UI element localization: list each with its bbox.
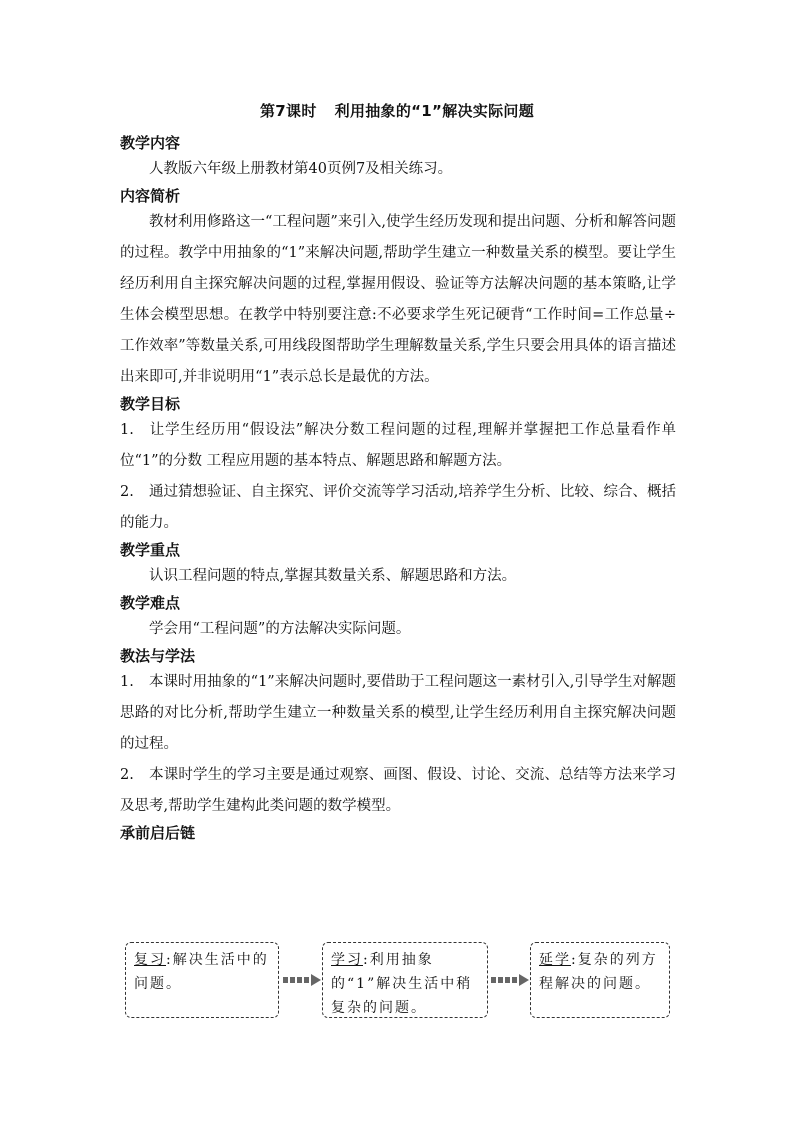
arrow-right-icon: [491, 974, 529, 986]
chain-box-extend: [530, 942, 670, 1018]
difficulty-text: 学会用“工程问题”的方法解决实际问题。: [149, 621, 411, 637]
method-number: 1.: [120, 674, 134, 690]
analysis-text: 教材利用修路这一“工程问题”来引入,使学生经历发现和提出问题、分析和解答问题的过程。教学中用抽象的“1”来解决问题,帮助学生建立一种数量关系的模型。要让学生经历利用自主探究解决问题的过程,掌握用假设、验证等方法解决问题的基本策略,让学生体会模型思想。在教学中特别要注意:不必要求学生死记硬背“工作时间=工作总量÷工作效率”等数量关系,可用线段图帮助学生理解数量关系,学生只要会用具体的语言描述出来即可,并非说明用“1”表示总长是最优的方法。: [120, 214, 676, 385]
content-text: 人教版六年级上册教材第40页例7及相关练习。: [149, 161, 453, 177]
section-heading-content: 教学内容: [120, 134, 181, 152]
method-item: [120, 667, 676, 760]
method-text: 本课时用抽象的“1”来解决问题时,要借助于工程问题这一素材引入,引导学生对解题思路的对比分析,帮助学生建立一种数量关系的模型,让学生经历利用自主探究解决问题的过程。: [120, 674, 676, 752]
lesson-topic: 利用抽象的“1”解决实际问题: [334, 102, 534, 120]
section-heading-methods: 教法与学法: [120, 647, 196, 665]
section-heading-goals: 教学目标: [120, 395, 181, 413]
method-item: [120, 760, 676, 822]
section-heading-analysis: 内容简析: [120, 187, 181, 205]
method-number: 2.: [120, 767, 134, 783]
document-body: [120, 132, 676, 844]
chain-box-label: 延学: [539, 952, 571, 968]
section-heading-focus: 教学重点: [120, 541, 181, 559]
focus-text: 认识工程问题的特点,掌握其数量关系、解题思路和方法。: [149, 568, 517, 584]
chain-box-text: :解决生活中的问题。: [134, 952, 269, 992]
goal-text: 让学生经历用“假设法”解决分数工程问题的过程,理解并掌握把工作总量看作单位“1”的分数 工程应用题的基本特点、解题思路和解题方法。: [120, 422, 676, 469]
section-heading-chain: 承前启后链: [120, 824, 196, 842]
chain-box-label: 复习: [134, 952, 166, 968]
chain-box-text: :复杂的列方程解决的问题。: [539, 952, 658, 992]
method-text: 本课时学生的学习主要是通过观察、画图、假设、讨论、交流、总结等方法来学习及思考,帮助学生建构此类问题的数学模型。: [120, 767, 676, 814]
lesson-chain-flow: [0, 940, 794, 1030]
chain-box-text: :利用抽象的“1”解决生活中稍复杂的问题。: [331, 952, 473, 1016]
goal-item: [120, 415, 676, 477]
page-title: [0, 100, 794, 121]
arrow-right-icon: [283, 974, 321, 986]
chain-box-learn: [322, 942, 488, 1018]
goal-number: 1.: [120, 422, 134, 438]
goal-text: 通过猜想验证、自主探究、评价交流等学习活动,培养学生分析、比较、综合、概括的能力。: [120, 484, 676, 531]
section-heading-difficulty: 教学难点: [120, 594, 181, 612]
goal-number: 2.: [120, 484, 134, 500]
chain-box-label: 学习: [331, 952, 363, 968]
lesson-number: 第7课时: [260, 102, 317, 120]
goal-item: [120, 477, 676, 539]
chain-box-review: [125, 942, 279, 1018]
